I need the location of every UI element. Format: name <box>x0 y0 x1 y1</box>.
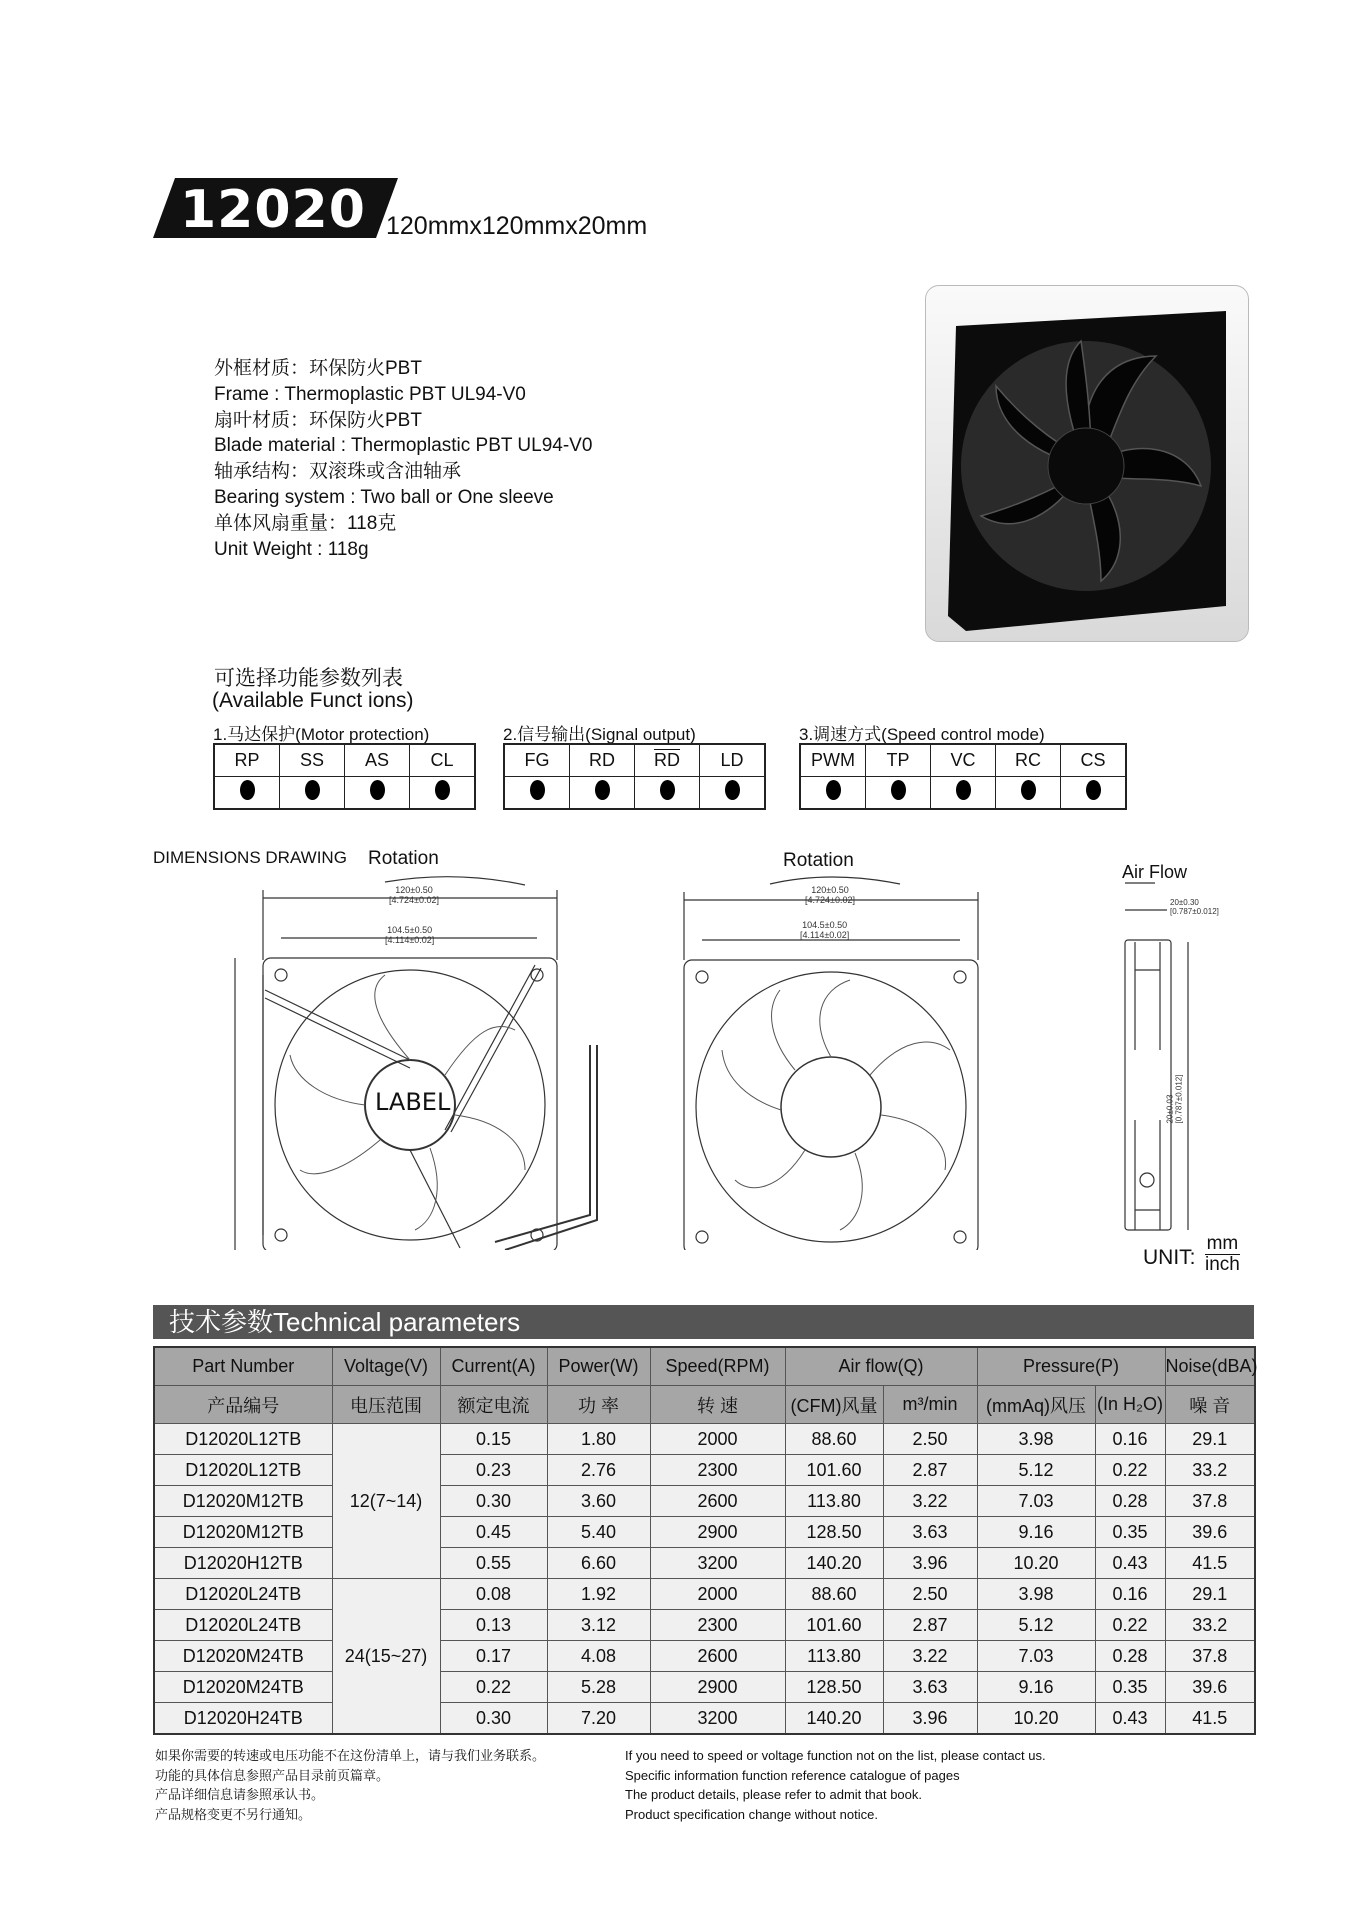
dim-inner-inch: [4.114±0.02] <box>385 935 435 945</box>
value-cell: 0.45 <box>440 1517 547 1548</box>
value-cell: 0.22 <box>1095 1455 1165 1486</box>
function-code: SS <box>280 744 345 777</box>
value-cell: 39.6 <box>1165 1672 1255 1703</box>
value-cell: 128.50 <box>785 1672 883 1703</box>
value-cell: 101.60 <box>785 1610 883 1641</box>
value-cell: 3200 <box>650 1548 785 1579</box>
value-cell: 128.50 <box>785 1517 883 1548</box>
dim-side-mm: 20±0.03 <box>1165 1094 1175 1124</box>
value-cell: 2900 <box>650 1672 785 1703</box>
column-header: Pressure(P) <box>977 1347 1165 1386</box>
value-cell: 5.12 <box>977 1610 1095 1641</box>
value-cell: 0.16 <box>1095 1579 1165 1610</box>
column-header: Air flow(Q) <box>785 1347 977 1386</box>
function-code: RC <box>996 744 1061 777</box>
dim-outer-mm: 120±0.50 <box>811 885 849 895</box>
spec-line: Unit Weight : 118g <box>214 538 369 560</box>
value-cell: 0.30 <box>440 1486 547 1517</box>
spec-line: 扇叶材质：环保防火PBT <box>214 409 422 431</box>
value-cell: 3.63 <box>883 1672 977 1703</box>
function-available-cell <box>280 777 345 810</box>
note-line: Product specification change without notice. <box>625 1806 878 1822</box>
function-available-cell <box>345 777 410 810</box>
function-code: VC <box>931 744 996 777</box>
function-available-cell <box>700 777 766 810</box>
value-cell: 88.60 <box>785 1424 883 1455</box>
note-line: 功能的具体信息参照产品目录前页篇章。 <box>155 1767 390 1783</box>
table-row <box>154 1486 1255 1517</box>
function-available-cell <box>214 777 280 810</box>
column-header: Noise(dBA) <box>1165 1347 1255 1386</box>
value-cell: 0.15 <box>440 1424 547 1455</box>
value-cell: 33.2 <box>1165 1610 1255 1641</box>
value-cell: 4.08 <box>547 1641 650 1672</box>
unit-inch: inch <box>1205 1254 1240 1275</box>
value-cell: 5.28 <box>547 1672 650 1703</box>
column-header: Voltage(V) <box>332 1347 440 1386</box>
dim-side-inch: [0.787±0.012] <box>1174 1074 1184 1124</box>
table-row <box>154 1610 1255 1641</box>
rotation-label-front: Rotation <box>368 848 439 869</box>
value-cell: 3.60 <box>547 1486 650 1517</box>
signal-output-label: 2.信号输出(Signal output) <box>503 725 696 744</box>
value-cell: 29.1 <box>1165 1424 1255 1455</box>
available-dot-icon <box>1086 780 1101 800</box>
tech-params-title: 技术参数Technical parameters <box>153 1305 1254 1339</box>
table-row <box>154 1548 1255 1579</box>
motor-protection-table <box>213 743 476 810</box>
part-number: D12020M12TB <box>154 1486 332 1517</box>
voltage-range: 12(7~14) <box>332 1424 440 1579</box>
value-cell: 2000 <box>650 1424 785 1455</box>
table-row <box>154 1517 1255 1548</box>
speed-control-table <box>799 743 1127 810</box>
value-cell: 101.60 <box>785 1455 883 1486</box>
available-dot-icon <box>956 780 971 800</box>
value-cell: 3.22 <box>883 1641 977 1672</box>
value-cell: 33.2 <box>1165 1455 1255 1486</box>
function-available-cell <box>570 777 635 810</box>
note-line: 产品规格变更不另行通知。 <box>155 1806 312 1822</box>
column-header-cn: 产品编号 <box>154 1386 332 1424</box>
column-header-cn: m³/min <box>883 1386 977 1424</box>
part-number: D12020H12TB <box>154 1548 332 1579</box>
table-row <box>154 1455 1255 1486</box>
function-code: AS <box>345 744 410 777</box>
label-text: LABEL <box>375 1088 451 1116</box>
column-header-cn: (In H₂O) <box>1095 1386 1165 1424</box>
function-code: RD <box>570 744 635 777</box>
notes-en <box>625 1746 1046 1824</box>
function-available-cell <box>410 777 476 810</box>
spec-list <box>214 356 592 562</box>
value-cell: 0.55 <box>440 1548 547 1579</box>
function-code: CS <box>1061 744 1127 777</box>
value-cell: 9.16 <box>977 1672 1095 1703</box>
model-number: 12020 <box>180 180 366 240</box>
dim-outer-front <box>389 885 439 905</box>
motor-protection-label: 1.马达保护(Motor protection) <box>213 725 430 744</box>
value-cell: 3.96 <box>883 1548 977 1579</box>
table-row <box>154 1424 1255 1455</box>
value-cell: 0.22 <box>1095 1610 1165 1641</box>
value-cell: 37.8 <box>1165 1641 1255 1672</box>
value-cell: 3.96 <box>883 1703 977 1735</box>
available-dot-icon <box>891 780 906 800</box>
value-cell: 2.50 <box>883 1424 977 1455</box>
value-cell: 2900 <box>650 1517 785 1548</box>
column-header-cn: 转 速 <box>650 1386 785 1424</box>
available-dot-icon <box>240 780 255 800</box>
available-dot-icon <box>826 780 841 800</box>
notes-cn <box>155 1746 545 1824</box>
table-row <box>154 1579 1255 1610</box>
unit-mm: mm <box>1206 1233 1239 1254</box>
column-header: Current(A) <box>440 1347 547 1386</box>
dim-outer-inch: [4.724±0.02] <box>805 895 855 905</box>
available-dot-icon <box>530 780 545 800</box>
spec-line: 轴承结构：双滚珠或含油轴承 <box>214 461 462 483</box>
dim-inner-mm: 104.5±0.50 <box>387 925 433 935</box>
dim-outer-mm: 120±0.50 <box>395 885 433 895</box>
value-cell: 2.87 <box>883 1610 977 1641</box>
airflow-label: Air Flow <box>1122 862 1188 882</box>
value-cell: 3.63 <box>883 1517 977 1548</box>
value-cell: 0.16 <box>1095 1424 1165 1455</box>
value-cell: 113.80 <box>785 1486 883 1517</box>
function-code: FG <box>504 744 570 777</box>
available-dot-icon <box>435 780 450 800</box>
available-dot-icon <box>595 780 610 800</box>
dim-side <box>1165 1075 1183 1124</box>
value-cell: 0.35 <box>1095 1517 1165 1548</box>
value-cell: 0.13 <box>440 1610 547 1641</box>
function-code: TP <box>866 744 931 777</box>
function-code: PWM <box>800 744 866 777</box>
value-cell: 29.1 <box>1165 1579 1255 1610</box>
dim-outer-inch: [4.724±0.02] <box>389 895 439 905</box>
table-row <box>154 1703 1255 1735</box>
value-cell: 2.76 <box>547 1455 650 1486</box>
value-cell: 41.5 <box>1165 1548 1255 1579</box>
value-cell: 1.80 <box>547 1424 650 1455</box>
column-header-cn: 噪 音 <box>1165 1386 1255 1424</box>
column-header: Speed(RPM) <box>650 1347 785 1386</box>
dim-outer-back <box>805 885 855 905</box>
part-number: D12020M12TB <box>154 1517 332 1548</box>
value-cell: 2300 <box>650 1455 785 1486</box>
spec-line: Frame : Thermoplastic PBT UL94-V0 <box>214 383 526 405</box>
column-header-cn: (mmAq)风压 <box>977 1386 1095 1424</box>
part-number: D12020M24TB <box>154 1672 332 1703</box>
column-header-cn: (CFM)风量 <box>785 1386 883 1424</box>
column-header-cn: 电压范围 <box>332 1386 440 1424</box>
value-cell: 2.50 <box>883 1579 977 1610</box>
value-cell: 0.43 <box>1095 1548 1165 1579</box>
value-cell: 0.08 <box>440 1579 547 1610</box>
value-cell: 2.87 <box>883 1455 977 1486</box>
value-cell: 0.28 <box>1095 1641 1165 1672</box>
available-dot-icon <box>370 780 385 800</box>
value-cell: 3.98 <box>977 1579 1095 1610</box>
value-cell: 2600 <box>650 1641 785 1672</box>
part-number: D12020M24TB <box>154 1641 332 1672</box>
value-cell: 10.20 <box>977 1548 1095 1579</box>
dim-inner-mm: 104.5±0.50 <box>802 920 848 930</box>
value-cell: 5.12 <box>977 1455 1095 1486</box>
value-cell: 140.20 <box>785 1548 883 1579</box>
value-cell: 0.35 <box>1095 1672 1165 1703</box>
available-dot-icon <box>660 780 675 800</box>
note-line: 产品详细信息请参照承认书。 <box>155 1787 325 1802</box>
value-cell: 5.40 <box>547 1517 650 1548</box>
note-line: Specific information function reference catalogue of pages <box>625 1767 960 1783</box>
value-cell: 3.12 <box>547 1610 650 1641</box>
part-number: D12020L12TB <box>154 1455 332 1486</box>
spec-line: Blade material : Thermoplastic PBT UL94-V0 <box>214 435 593 457</box>
value-cell: 2300 <box>650 1610 785 1641</box>
part-number: D12020L24TB <box>154 1579 332 1610</box>
value-cell: 39.6 <box>1165 1517 1255 1548</box>
spec-line: 单体风扇重量：118克 <box>214 512 397 534</box>
dim-inner-back <box>800 920 849 940</box>
value-cell: 3.98 <box>977 1424 1095 1455</box>
function-available-cell <box>1061 777 1127 810</box>
value-cell: 37.8 <box>1165 1486 1255 1517</box>
rotation-label-back: Rotation <box>783 850 854 871</box>
voltage-range: 24(15~27) <box>332 1579 440 1735</box>
column-header-cn: 功 率 <box>547 1386 650 1424</box>
value-cell: 140.20 <box>785 1703 883 1735</box>
value-cell: 9.16 <box>977 1517 1095 1548</box>
function-available-cell <box>931 777 996 810</box>
value-cell: 113.80 <box>785 1641 883 1672</box>
available-dot-icon <box>725 780 740 800</box>
function-available-cell <box>635 777 700 810</box>
value-cell: 2000 <box>650 1579 785 1610</box>
function-available-cell <box>866 777 931 810</box>
value-cell: 2600 <box>650 1486 785 1517</box>
dim-depth <box>1170 898 1219 916</box>
header-row <box>154 1347 1255 1386</box>
value-cell: 10.20 <box>977 1703 1095 1735</box>
note-line: 如果你需要的转速或电压功能不在这份清单上，请与我们业务联系。 <box>155 1748 546 1763</box>
header-row-cn <box>154 1386 1255 1424</box>
dim-inner-inch: [4.114±0.02] <box>800 930 850 940</box>
dim-depth-inch: [0.787±0.012] <box>1170 907 1219 916</box>
column-header: Power(W) <box>547 1347 650 1386</box>
table-row <box>154 1672 1255 1703</box>
functions-title-en: (Available Funct ions) <box>212 689 414 712</box>
function-code: $\overline{RD}$ <box>635 744 700 777</box>
value-cell: 7.20 <box>547 1703 650 1735</box>
value-cell: 7.03 <box>977 1486 1095 1517</box>
function-code: CL <box>410 744 476 777</box>
value-cell: 41.5 <box>1165 1703 1255 1735</box>
value-cell: 7.03 <box>977 1641 1095 1672</box>
value-cell: 0.43 <box>1095 1703 1165 1735</box>
value-cell: 1.92 <box>547 1579 650 1610</box>
dim-depth-mm: 20±0.30 <box>1170 898 1199 907</box>
spec-line: Bearing system : Two ball or One sleeve <box>214 486 554 508</box>
model-size: 120mmx120mmx20mm <box>386 212 648 240</box>
function-code: RP <box>214 744 280 777</box>
functions-title-cn: 可选择功能参数列表 <box>214 667 403 690</box>
table-row <box>154 1641 1255 1672</box>
value-cell: 3.22 <box>883 1486 977 1517</box>
value-cell: 0.17 <box>440 1641 547 1672</box>
tech-params-table <box>153 1346 1256 1735</box>
value-cell: 6.60 <box>547 1548 650 1579</box>
dimensions-title: DIMENSIONS DRAWING <box>153 848 347 867</box>
side-view-drawing <box>1115 880 1195 1250</box>
unit-label: UNIT: <box>1143 1246 1196 1269</box>
value-cell: 0.30 <box>440 1703 547 1735</box>
dim-inner-front <box>385 925 434 945</box>
note-line: If you need to speed or voltage function not on the list, please contact us. <box>625 1748 1046 1763</box>
function-available-cell <box>996 777 1061 810</box>
value-cell: 0.28 <box>1095 1486 1165 1517</box>
function-available-cell <box>504 777 570 810</box>
part-number: D12020H24TB <box>154 1703 332 1735</box>
value-cell: 88.60 <box>785 1579 883 1610</box>
value-cell: 0.22 <box>440 1672 547 1703</box>
column-header: Part Number <box>154 1347 332 1386</box>
value-cell: 3200 <box>650 1703 785 1735</box>
column-header-cn: 额定电流 <box>440 1386 547 1424</box>
value-cell: 0.23 <box>440 1455 547 1486</box>
available-dot-icon <box>1021 780 1036 800</box>
available-dot-icon <box>305 780 320 800</box>
function-available-cell <box>800 777 866 810</box>
part-number: D12020L24TB <box>154 1610 332 1641</box>
part-number: D12020L12TB <box>154 1424 332 1455</box>
note-line: The product details, please refer to admit that book. <box>625 1787 923 1802</box>
fan-photo <box>925 285 1249 642</box>
spec-line: 外框材质：环保防火PBT <box>214 358 422 379</box>
unit-fraction <box>1205 1234 1240 1275</box>
signal-output-table <box>503 743 766 810</box>
function-code: LD <box>700 744 766 777</box>
speed-control-label: 3.调速方式(Speed control mode) <box>799 725 1045 744</box>
